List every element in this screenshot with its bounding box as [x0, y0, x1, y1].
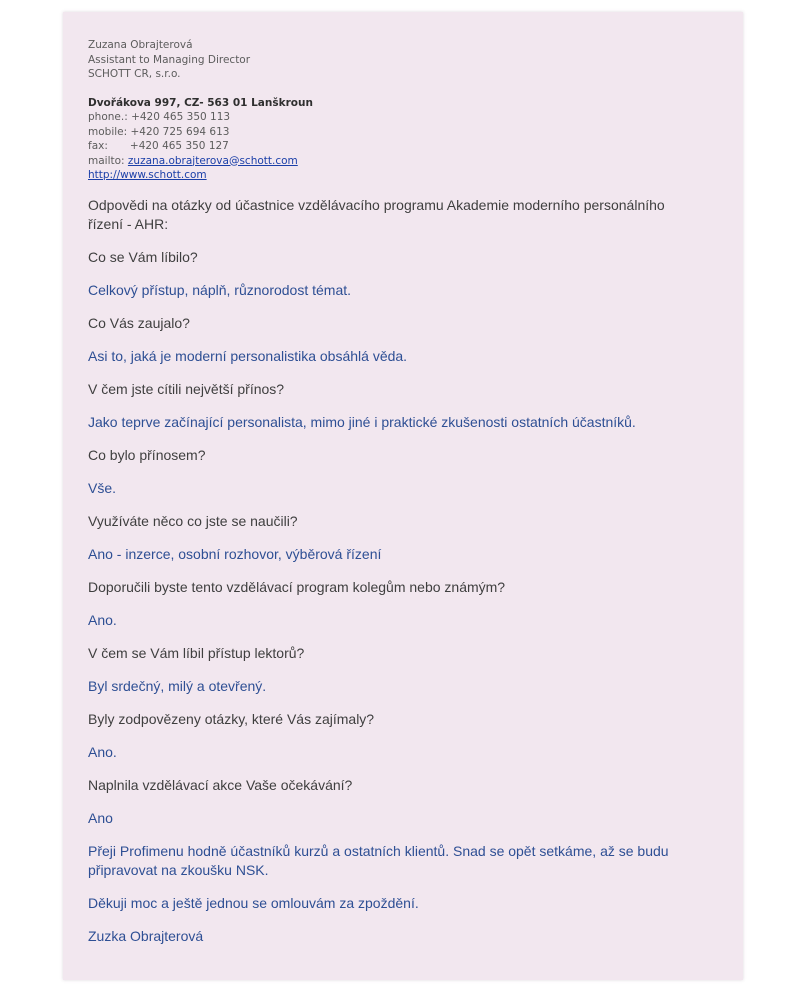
question: Co se Vám líbilo? [88, 249, 198, 265]
answer: Byl srdečný, milý a otevřený. [88, 678, 267, 694]
closing-wish: Přeji Profimenu hodně účastníků kurzů a ostatních klientů. Snad se opět setkáme, až se budu připravovat na zkoušku NSK. [88, 843, 669, 878]
closing-signoff: Zuzka Obrajterová [88, 928, 204, 944]
website-link[interactable]: http://www.schott.com [88, 169, 207, 181]
question: V čem jste cítili největší přínos? [88, 381, 285, 397]
answer: Ano [88, 810, 113, 826]
answer: Ano. [88, 612, 117, 628]
phone-number: +420 465 350 113 [131, 111, 231, 123]
signature-address: Dvořákova 997, CZ- 563 01 Lanškroun [88, 96, 313, 109]
mailto-label: mailto: [88, 154, 125, 167]
signature-position: Assistant to Managing Director [88, 53, 251, 66]
answer: Jako teprve začínající personalista, mimo jiné i praktické zkušenosti ostatních účastníků. [88, 414, 636, 430]
signature-phone [88, 110, 313, 125]
mobile-label: mobile: [88, 125, 128, 138]
signature-fax [88, 139, 313, 154]
email-signature [88, 38, 313, 183]
question: Co Vás zaujalo? [88, 315, 190, 331]
question: Co bylo přínosem? [88, 447, 206, 463]
intro-text: Odpovědi na otázky od účastnice vzdělávacího programu Akademie moderního personálního řízení - AHR: [88, 197, 665, 232]
qa-list [88, 248, 700, 828]
question: Byly zodpovězeny otázky, které Vás zajímaly? [88, 711, 375, 727]
answer: Ano - inzerce, osobní rozhovor, výběrová řízení [88, 546, 382, 562]
mobile-number: +420 725 694 613 [130, 125, 230, 138]
answer: Ano. [88, 744, 117, 760]
fax-label: fax: [88, 140, 108, 152]
question: Doporučili byste tento vzdělávací program kolegům nebo známým? [88, 579, 506, 595]
question: Naplnila vzdělávací akce Vaše očekávání? [88, 777, 353, 793]
signature-company: SCHOTT CR, s.r.o. [88, 68, 181, 80]
closing-thanks: Děkuji moc a ještě jednou se omlouvám za zpoždění. [88, 895, 419, 911]
signature-mailto [88, 154, 313, 169]
question: V čem se Vám líbil přístup lektorů? [88, 645, 305, 661]
letter-body [88, 196, 700, 960]
signature-name: Zuzana Obrajterová [88, 39, 193, 51]
signature-mobile [88, 125, 313, 140]
answer: Celkový přístup, náplň, různorodost témat. [88, 282, 352, 298]
answer: Asi to, jaká je moderní personalistika obsáhlá věda. [88, 348, 408, 364]
answer: Vše. [88, 480, 117, 496]
phone-label: phone.: [88, 111, 128, 123]
email-link[interactable]: zuzana.obrajterova@schott.com [127, 154, 298, 167]
fax-number: +420 465 350 127 [129, 140, 229, 152]
question: Využíváte něco co jste se naučili? [88, 513, 298, 529]
